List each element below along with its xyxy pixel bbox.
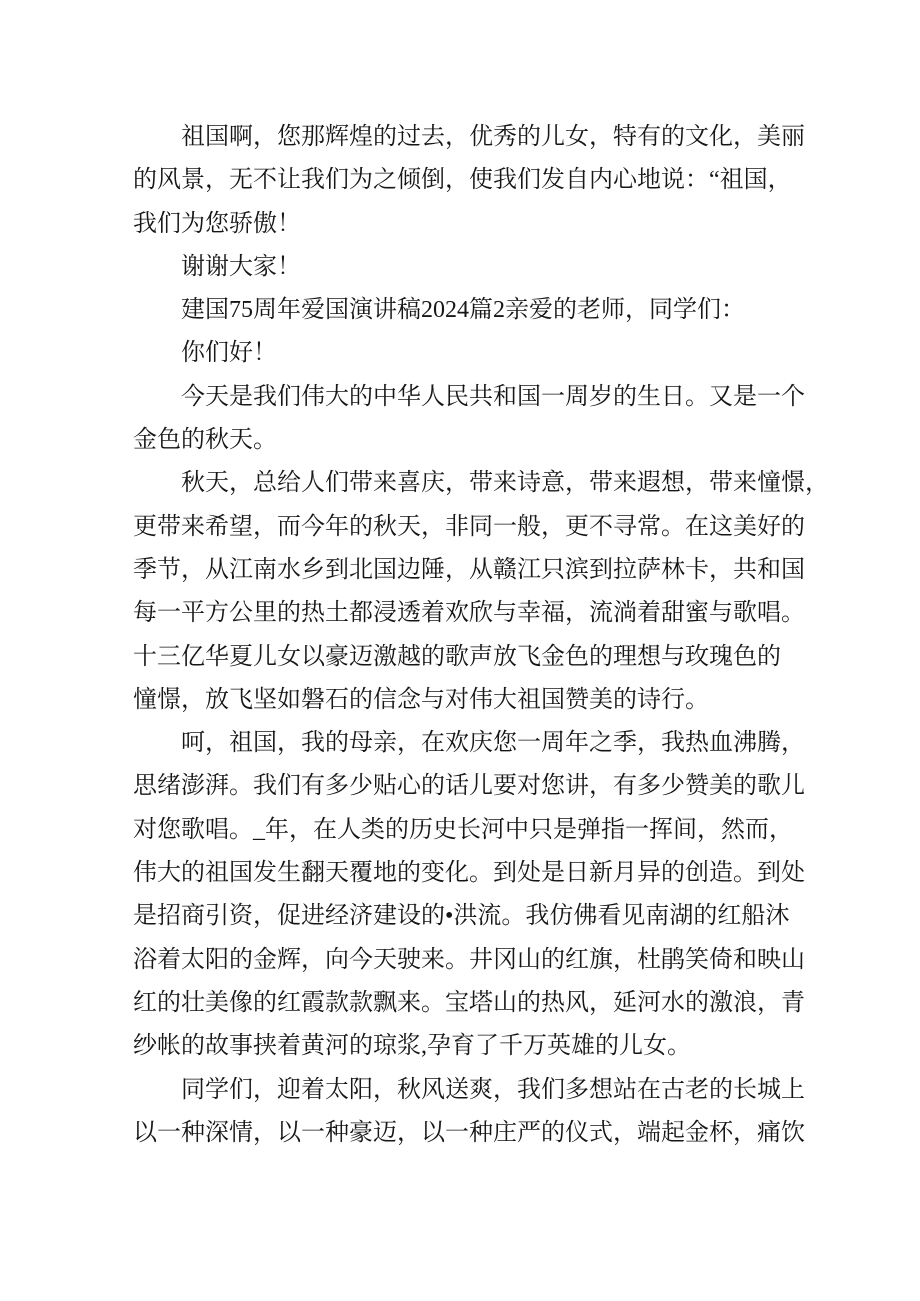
text-line: 呵，祖国，我的母亲，在欢庆您一周年之季，我热血沸腾， — [181, 730, 805, 757]
text-line: 祖国啊，您那辉煌的过去，优秀的儿女，特有的文化，美丽 — [181, 124, 805, 150]
text-line: 纱帐的故事挟着黄河的琼浆,孕育了千万英雄的儿女。 — [133, 1033, 691, 1060]
text-line: 浴着太阳的金辉，向今天驶来。井冈山的红旗，杜鹃笑倚和映山 — [133, 946, 805, 973]
text-line: 今天是我们伟大的中华人民共和国一周岁的生日。又是一个 — [181, 383, 805, 410]
text-line: 是招商引资，促进经济建设的•洪流。我仿佛看见南湖的红船沐 — [133, 903, 790, 930]
speech-text-block — [133, 116, 829, 1155]
text-line: 思绪澎湃。我们有多少贴心的话儿要对您讲，有多少赞美的歌儿 — [133, 773, 805, 800]
text-line: 秋天，总给人们带来喜庆，带来诗意，带来遐想，带来憧憬， — [181, 470, 829, 497]
text-line: 憧憬，放飞坚如磐石的信念与对伟大祖国赞美的诗行。 — [133, 686, 709, 713]
text-line: 十三亿华夏儿女以豪迈激越的歌声放飞金色的理想与玫瑰色的 — [133, 643, 781, 670]
text-line: 金色的秋天。 — [133, 427, 277, 454]
text-line: 谢谢大家！ — [181, 253, 301, 280]
text-line: 伟大的祖国发生翻天覆地的变化。到处是日新月异的创造。到处 — [133, 860, 805, 887]
text-line: 每一平方公里的热土都浸透着欢欣与幸福，流淌着甜蜜与歌唱。 — [133, 600, 805, 627]
text-line: 以一种深情，以一种豪迈，以一种庄严的仪式，端起金杯，痛饮 — [133, 1119, 805, 1146]
text-line: 的风景，无不让我们为之倾倒，使我们发自内心地说：“祖国， — [133, 167, 792, 194]
text-line: 同学们，迎着太阳，秋风送爽，我们多想站在古老的长城上 — [181, 1076, 805, 1103]
text-line: 更带来希望，而今年的秋天，非同一般，更不寻常。在这美好的 — [133, 513, 805, 540]
text-line: 红的壮美像的红霞款款飘来。宝塔山的热风，延河水的激浪，青 — [133, 989, 805, 1016]
text-line: 对您歌唱。_年，在人类的历史长河中只是弹指一挥间，然而， — [133, 816, 793, 843]
text-line: 你们好！ — [181, 340, 277, 367]
text-line: 我们为您骄傲！ — [133, 210, 301, 237]
text-line: 季节，从江南水乡到北国边陲，从赣江只滨到拉萨林卡，共和国 — [133, 556, 805, 583]
text-line: 建国75周年爱国演讲稿2024篇2亲爱的老师，同学们： — [181, 297, 745, 324]
